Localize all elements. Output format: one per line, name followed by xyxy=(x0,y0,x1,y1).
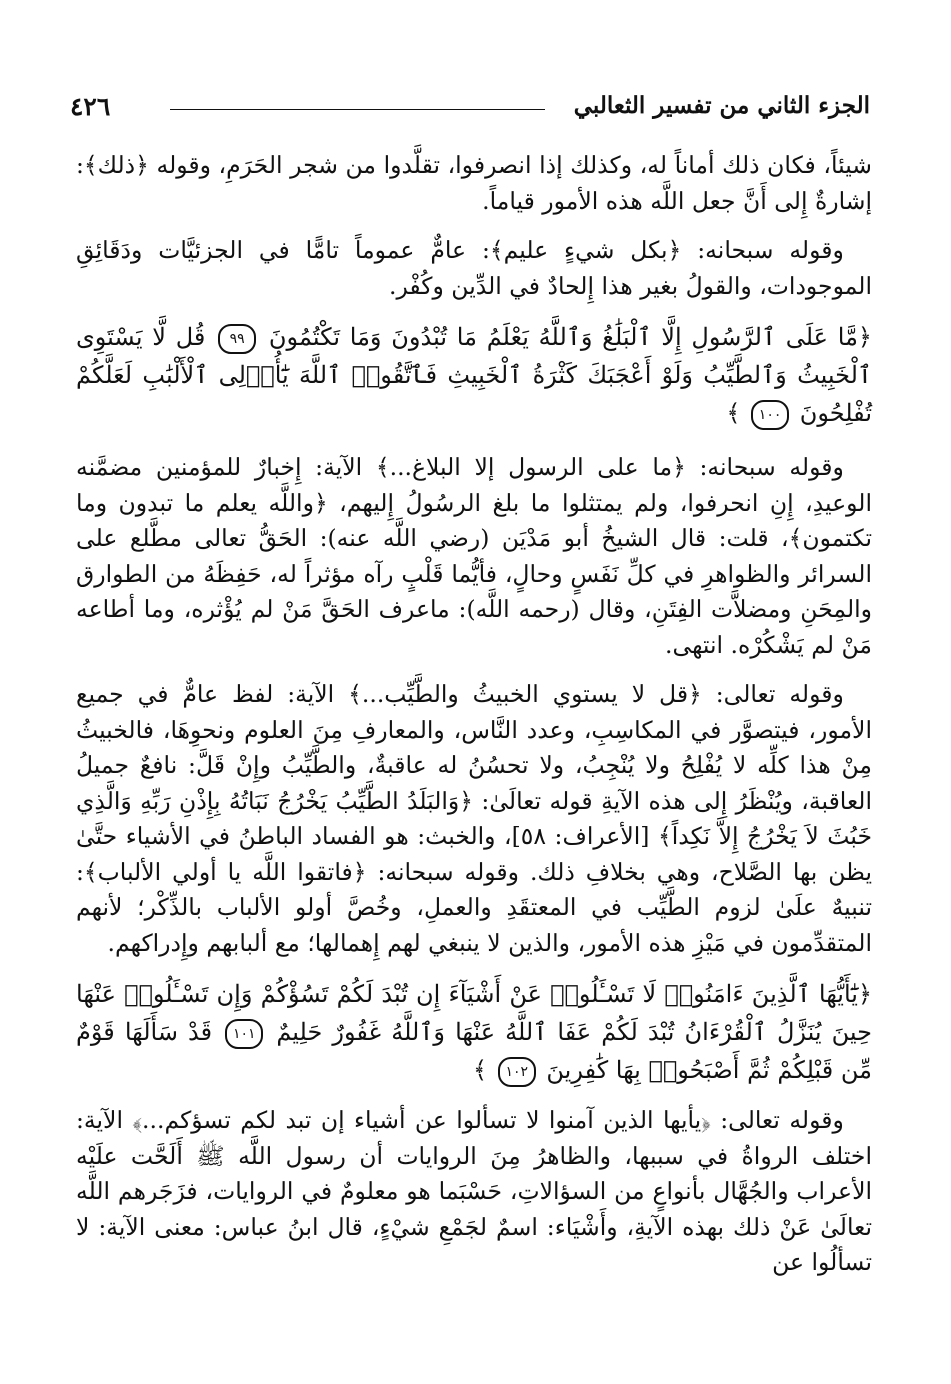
ayah-number-marker: ١٠١ xyxy=(225,1019,263,1049)
ayah-number-marker: ١٠٢ xyxy=(498,1057,536,1087)
page-number: ٤٢٦ xyxy=(70,92,111,121)
paragraph-4: وقوله تعالى: ﴿قل لا يستوي الخبيثُ والطَّيِّب...﴾ الآية: لفظ عامٌّ في جميع الأمور، فيتصوَّر في المكاسِبِ، وعدد النَّاس، والمعارفِ مِنَ العلوم ونحوِهَا، فالخبيثُ مِنْ هذا كلِّه لا يُفْلِحُ ولا يُنْجِبُ، ولا تحسُنُ له عاقبةٌ، والطَّيِّبُ وإِنْ قَلَّ: نافعٌ جميلُ العاقبة، ويُنْظَرُ إِلى هذه الآيةِ قوله تعالَىٰ: ﴿وَالبَلَدُ الطَّيِّبُ يَخْرُجُ نَبَاتُهُ بِإِذْنِ رَبِّهِ وَالَّذِي خَبُثَ لاَ يَخْرُجُ إِلاَّ نَكِداً﴾ [الأعراف: ٥٨]، والخبث: هو الفساد الباطنُ في الأشياء حتَّىٰ يظن بها الصَّلاح، وهي بخلافِ ذلك. وقوله سبحانه: ﴿فاتقوا اللَّه يا أولي الألباب﴾: تنبيهٌ علَىٰ لزوم الطَّيِّب في المعتقَدِ والعملِ، وخُصَّ أولو الألباب بالذِّكْر؛ لأنهم المتقدِّمون في مَيْزِ هذه الأمور، والذين لا ينبغي لهم إِهمالها؛ مع ألبابهم وإِدراكهم. xyxy=(76,680,872,957)
quran-verse-block-2 xyxy=(76,975,872,1089)
quran-verse-text: ﴿يَٰٓأَيُّهَا ٱلَّذِينَ ءَامَنُوا۟ لَا تَسْـَٔلُوا۟ عَنْ أَشْيَآءَ إِن تُبْدَ لَكُمْ تَسُؤْكُمْ وَإِن تَسْـَٔلُوا۟ عَنْهَا حِينَ يُنَزَّلُ ٱلْقُرْءَانُ تُبْدَ لَكُمْ عَفَا ٱللَّهُ عَنْهَا وَٱللَّهُ غَفُورٌ حَلِيمٌ xyxy=(76,980,872,1046)
quran-verse-text: قُل لَّا يَسْتَوِى ٱلْخَبِيثُ وَٱلطَّيِّبُ وَلَوْ أَعْجَبَكَ كَثْرَةُ ٱلْخَبِيثِ فَٱتَّقُوا۟ ٱللَّهَ يَٰٓأُو۟لِى ٱلْأَلْبَٰبِ لَعَلَّكُمْ تُفْلِحُونَ xyxy=(76,323,872,427)
quran-verse-text: قَدْ سَأَلَهَا قَوْمٌ مِّن قَبْلِكُمْ ثُمَّ أَصْبَحُوا۟ بِهَا كَٰفِرِينَ xyxy=(76,1018,872,1084)
page-header xyxy=(70,92,870,126)
quran-bracket-close: ﴾ xyxy=(473,1056,488,1084)
running-title: الجزء الثاني من تفسير الثعالبي xyxy=(573,92,870,119)
quran-bracket-close: ﴾ xyxy=(726,399,741,427)
paragraph-5: وقوله تعالى: ﴿يأيها الذين آمنوا لا تسألوا عن أشياء إن تبد لكم تسؤكم...﴾ الآية: اختلف الرواةُ في سببها، والظاهرُ مِنَ الروايات أن رسول اللَّه ﷺ أَلَحَّت علَيْه الأعراب والجُهَّال بأنواعٍ من السؤالاتِ، حَسْبَما هو معلومٌ في الروايات، فزَجَرهم اللَّه تعالَىٰ عَنْ ذلك بهذه الآيةِ، وأَشْيَاء: اسمٌ لجَمْعِ شيْءٍ، قال ابنُ عباس: معنى الآية: لا تسألُوا عن xyxy=(76,1106,872,1276)
header-rule xyxy=(170,109,545,110)
page-body xyxy=(76,148,872,1295)
quran-verse-text: ﴿مَّا عَلَى ٱلرَّسُولِ إِلَّا ٱلْبَلَٰغُ وَٱللَّهُ يَعْلَمُ مَا تُبْدُونَ وَمَا تَكْتُمُونَ xyxy=(268,323,872,351)
paragraph-3: وقوله سبحانه: ﴿ما على الرسول إلا البلاغ...﴾ الآية: إِخبارٌ للمؤمنين مضمَّنه الوعيدِ، إِنِ انحرفوا، ولم يمتثلوا ما بلغ الرسُولُ إِليهم، ﴿واللَّه يعلم ما تبدون وما تكتمون﴾، قلت: قال الشيخُ أبو مَدْيَن (رضي اللَّه عنه): الحَقُّ تعالى مطَّلع على السرائر والظواهرِ في كلِّ نَفَسٍ وحالٍ، فأيُّما قَلْبٍ رآه مؤثراً له، حَفِظَهُ من الطوارق والمِحَنِ ومضلاَّت الفِتَنِ، وقال (رحمه اللَّه): ماعرف الحَقَّ مَنْ لم يُؤْثره، وما أطاعه مَنْ لم يَشْكُرْه. انتهى. xyxy=(76,453,872,659)
ayah-number-marker: ١٠٠ xyxy=(751,400,789,430)
paragraph-1: شيئاً، فكان ذلك أماناً له، وكذلك إذا انصرفوا، تقلَّدوا من شجر الحَرَمِ، وقوله ﴿ذلك﴾: إشارةٌ إِلى أَنَّ جعل اللَّه هذه الأمور قياماً. xyxy=(76,151,872,215)
paragraph-2: وقوله سبحانه: ﴿بكل شيءٍ عليم﴾: عامٌّ عموماً تامًّا في الجزئيَّات ودَقَائِقِ الموجودات، والقولُ بغير هذا إِلحادٌ في الدِّين وكُفْر. xyxy=(76,236,872,300)
quran-verse-block-1 xyxy=(76,318,872,432)
ayah-number-marker: ٩٩ xyxy=(218,324,256,354)
